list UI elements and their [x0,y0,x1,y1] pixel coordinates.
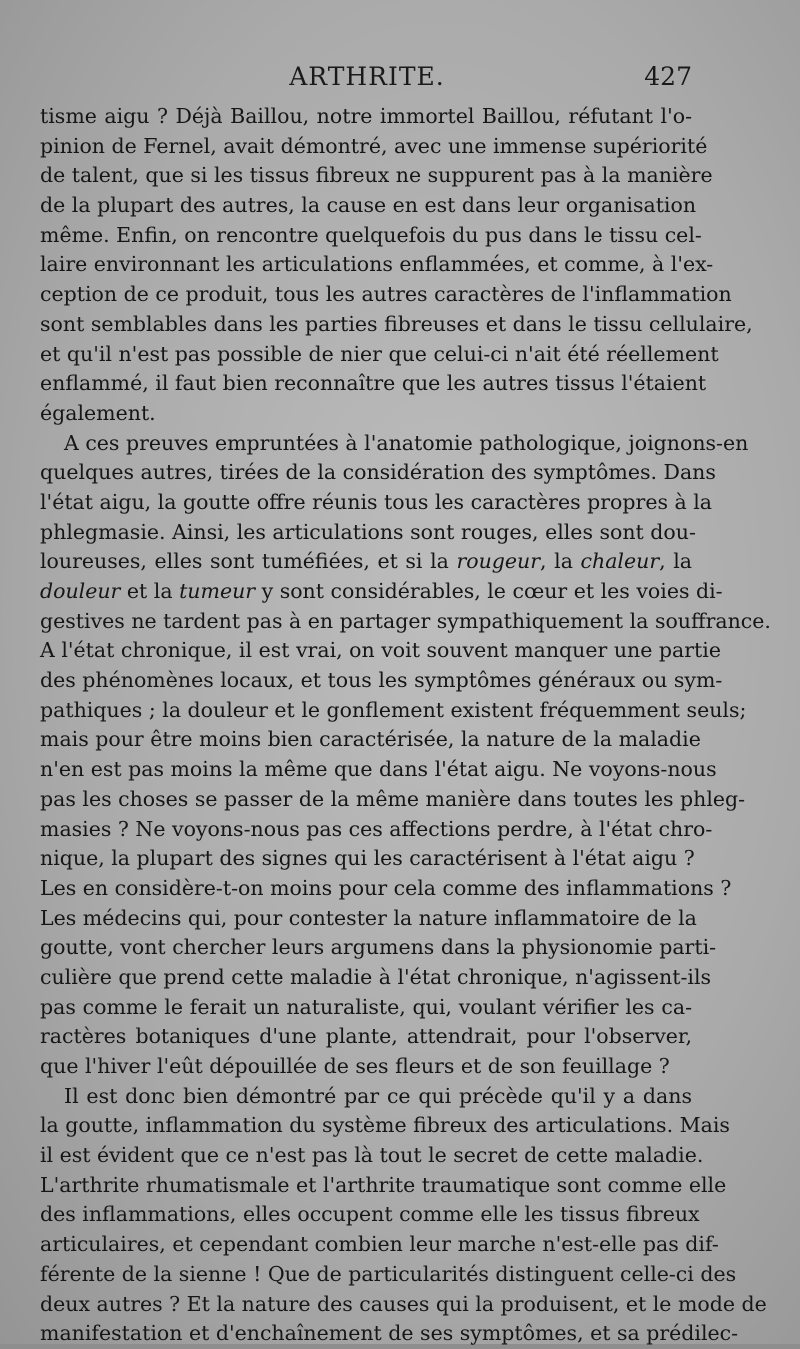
page-header [42,62,692,96]
text-line: sont semblables dans les parties fibreuses et dans le tissu cellulaire, [40,311,753,336]
text-line: masies ? Ne voyons-nous pas ces affections perdre, à l'état chro- [40,816,713,841]
text-line: loureuses, elles sont tuméfiées, et si la rougeur, la chaleur, la [40,549,693,574]
text-line: gestives ne tardent pas à en partager sympathiquement la souffrance. [40,608,771,633]
text-line: férente de la sienne ! Que de particularités distinguent celle-ci des [40,1261,737,1286]
text-line: deux autres ? Et la nature des causes qui la produisent, et le mode de [40,1291,767,1316]
page-number: 427 [644,62,692,91]
text-line: tisme aigu ? Déjà Baillou, notre immortel Baillou, réfutant l'o- [40,104,692,128]
text-line: des inflammations, elles occupent comme elle les tissus fibreux [40,1202,700,1227]
text-line: manifestation et d'enchaînement de ses symptômes, et sa prédilec- [40,1321,739,1346]
text-line: enflammé, il faut bien reconnaître que les autres tissus l'étaient [40,371,707,396]
text-line: phlegmasie. Ainsi, les articulations sont rouges, elles sont dou- [40,519,696,544]
text-line: que l'hiver l'eût dépouillée de ses fleurs et de son feuillage ? [40,1054,670,1078]
text-line: douleur et la tumeur y sont considérables, le cœur et les voies di- [40,579,723,603]
text-line: également. [40,400,156,425]
text-line: goutte, vont chercher leurs argumens dans la physionomie parti- [40,935,717,960]
text-line: laire environnant les articulations enflammées, et comme, à l'ex- [40,252,714,277]
text-line: mais pour être moins bien caractérisée, la nature de la maladie [40,727,701,752]
text-line: des phénomènes locaux, et tous les symptômes généraux ou sym- [40,668,723,693]
text-line: articulaires, et cependant combien leur marche n'est-elle pas dif- [40,1232,719,1257]
text-line: et qu'il n'est pas possible de nier que celui-ci n'ait été réellement [40,341,719,366]
text-line: de la plupart des autres, la cause en est dans leur organisation [40,193,697,218]
text-line: L'arthrite rhumatismale et l'arthrite traumatique sont comme elle [40,1172,727,1197]
text-line: quelques autres, tirées de la considération des symptômes. Dans [40,460,716,485]
text-line: la goutte, inflammation du système fibreux des articulations. Mais [40,1113,730,1138]
paragraph [40,1082,767,1349]
running-title: ARTHRITE. [289,62,445,91]
text-line: de talent, que si les tissus fibreux ne suppurent pas à la manière [40,163,713,188]
text-line: il est évident que ce n'est pas là tout le secret de cette maladie. [40,1143,704,1168]
text-line: ception de ce produit, tous les autres caractères de l'inflammation [40,282,732,307]
body-text [40,102,771,1349]
text-line: Les médecins qui, pour contester la nature inflammatoire de la [40,905,697,930]
text-line: Il est donc bien démontré par ce qui précède qu'il y a dans [64,1083,692,1108]
text-line: pinion de Fernel, avait démontré, avec une immense supériorité [40,133,708,158]
text-line: A ces preuves empruntées à l'anatomie pathologique, joignons-en [64,430,749,455]
text-line: A l'état chronique, il est vrai, on voit souvent manquer une partie [40,638,721,663]
paragraph [40,102,753,429]
text-line: l'état aigu, la goutte offre réunis tous les caractères propres à la [40,489,713,514]
text-line: ractères botaniques d'une plante, attendrait, pour l'observer, [40,1024,692,1049]
text-line: n'en est pas moins la même que dans l'état aigu. Ne voyons-nous [40,757,717,782]
text-line: nique, la plupart des signes qui les caractérisent à l'état aigu ? [40,846,695,871]
text-line: pas les choses se passer de la même manière dans toutes les phleg- [40,786,746,811]
text-line: pathiques ; la douleur et le gonflement existent fréquemment seuls; [40,697,747,722]
text-line: culière que prend cette maladie à l'état chronique, n'agissent-ils [40,964,712,989]
text-line: Les en considère-t-on moins pour cela comme des inflammations ? [40,875,732,900]
text-line: pas comme le ferait un naturaliste, qui, voulant vérifier les ca- [40,994,692,1019]
paragraph [40,429,771,1082]
text-line: même. Enfin, on rencontre quelquefois du pus dans le tissu cel- [40,222,702,247]
